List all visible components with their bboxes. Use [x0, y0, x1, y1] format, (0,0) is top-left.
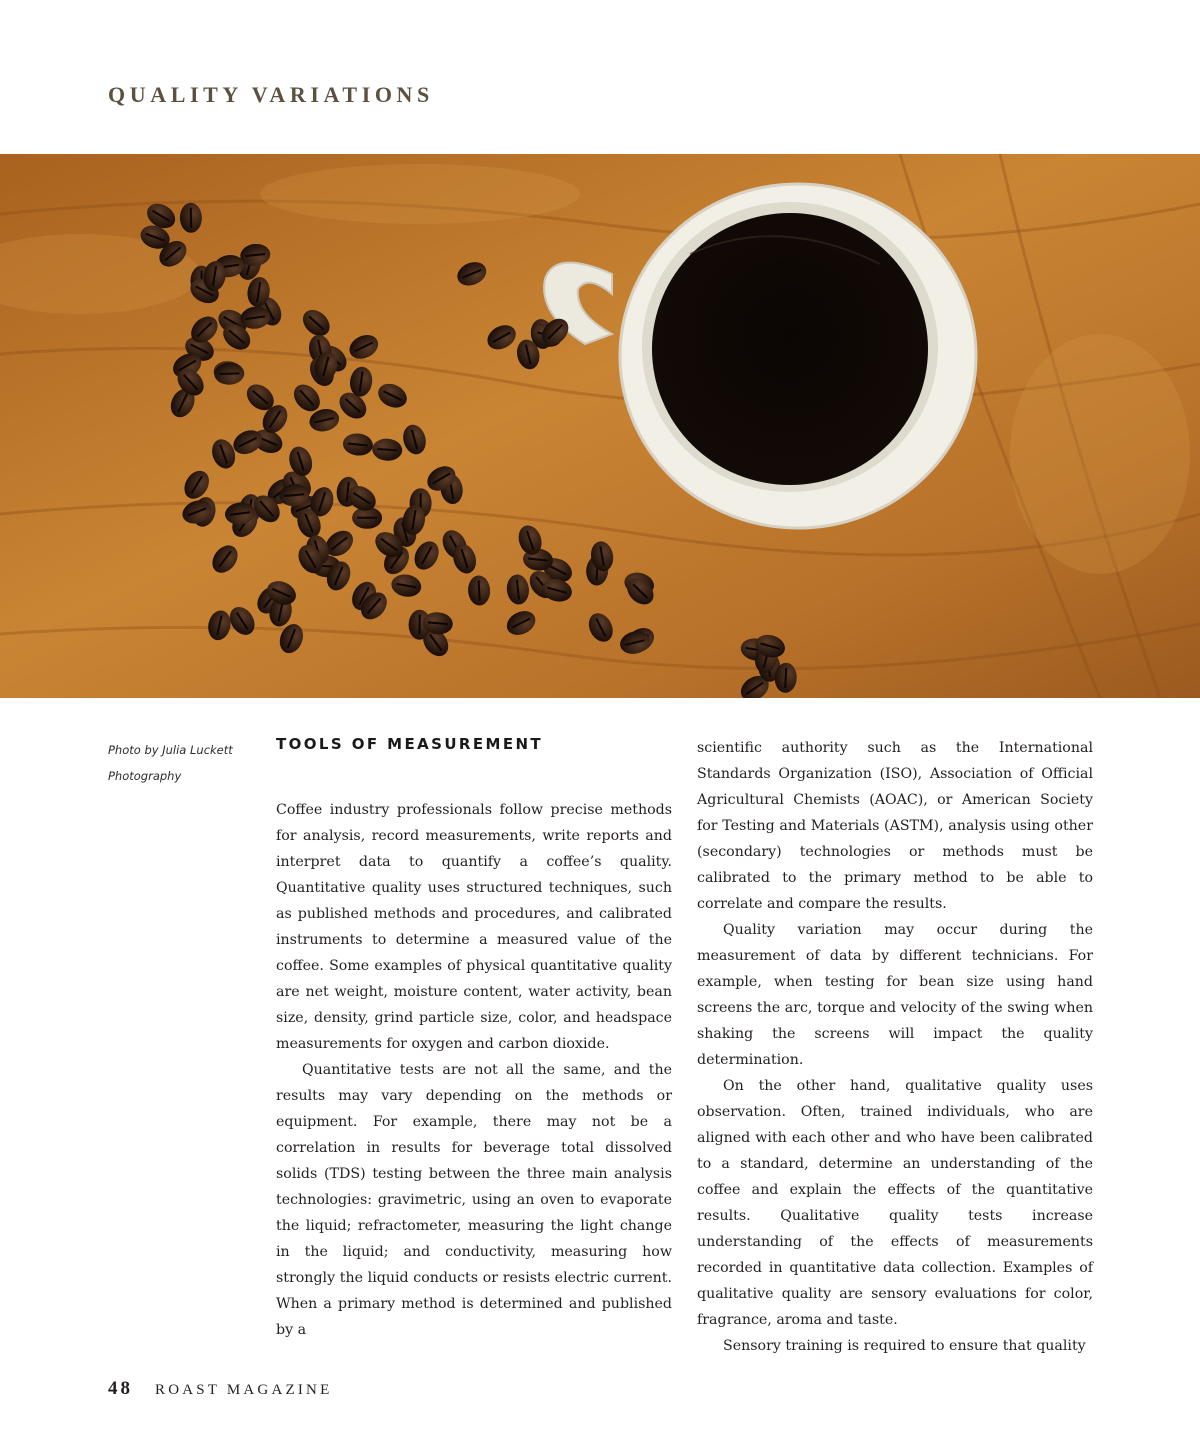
magazine-name: ROAST MAGAZINE — [155, 1382, 333, 1398]
photo-caption — [108, 737, 258, 789]
coffee — [652, 213, 928, 485]
subhead: TOOLS OF MEASUREMENT — [276, 735, 544, 753]
coffee-bean-crease — [785, 668, 786, 688]
column-left — [276, 735, 672, 1343]
paragraph: Quality variation may occur during the measurement of data by different technicians. For example, when testing for bean size using hand screens the arc, torque and velocity of the swing when shaking the screens will impact the quality determination. — [697, 922, 1093, 1068]
section-title: QUALITY VARIATIONS — [108, 82, 434, 107]
paragraph: Quantitative tests are not all the same, and the results may vary depending on the methods or equipment. For example, there may not be a correlation in results for beverage total dissolved solids (TDS) testing between the three main analysis technologies: gravimetric, using an oven to evaporate the liquid; refractometer, measuring the light change in the liquid; and conductivity, measuring how strongly the liquid conducts or resists electric current. When a primary method is determined and published by a — [276, 1062, 672, 1338]
page-number: 48 — [108, 1378, 133, 1399]
caption-line-1: Photo by Julia Luckett — [108, 743, 233, 757]
caption-line-2: Photography — [108, 769, 182, 783]
paragraph: On the other hand, qualitative quality uses observation. Often, trained individuals, who are aligned with each other and who have been calibrated to a standard, determine an understanding of the coffee and explain the effects of the quantitative results. Qualitative quality tests increase understanding of the effects of measurements recorded in quantitative data collection. Examples of qualitative quality are sensory evaluations for color, fragrance, aroma and taste. — [697, 1078, 1093, 1328]
paragraph: scientific authority such as the International Standards Organization (ISO), Association of Official Agricultural Chemists (AOAC), or American Society for Testing and Materials (ASTM), analysis using other (secondary) technologies or methods must be calibrated to the primary method to be able to correlate and compare the results. — [697, 740, 1093, 912]
column-right — [697, 735, 1093, 1359]
coffee-bean-crease — [479, 581, 480, 601]
paragraph: Sensory training is required to ensure that quality — [723, 1338, 1086, 1354]
coffee-photo — [0, 154, 1200, 698]
footer — [108, 1378, 332, 1400]
coffee-bean-crease — [377, 449, 397, 450]
paragraph: Coffee industry professionals follow precise methods for analysis, record measurements, write reports and interpret data to quantify a coffee’s quality. Quantitative quality uses structured techniques, such as published methods and procedures, and calibrated instruments to determine a measured value of the coffee. Some examples of physical quantitative quality are net weight, moisture content, water activity, bean size, density, grind particle size, color, and headspace measurements for oxygen and carbon dioxide. — [276, 802, 672, 1052]
coffee-bean-crease — [219, 373, 239, 374]
